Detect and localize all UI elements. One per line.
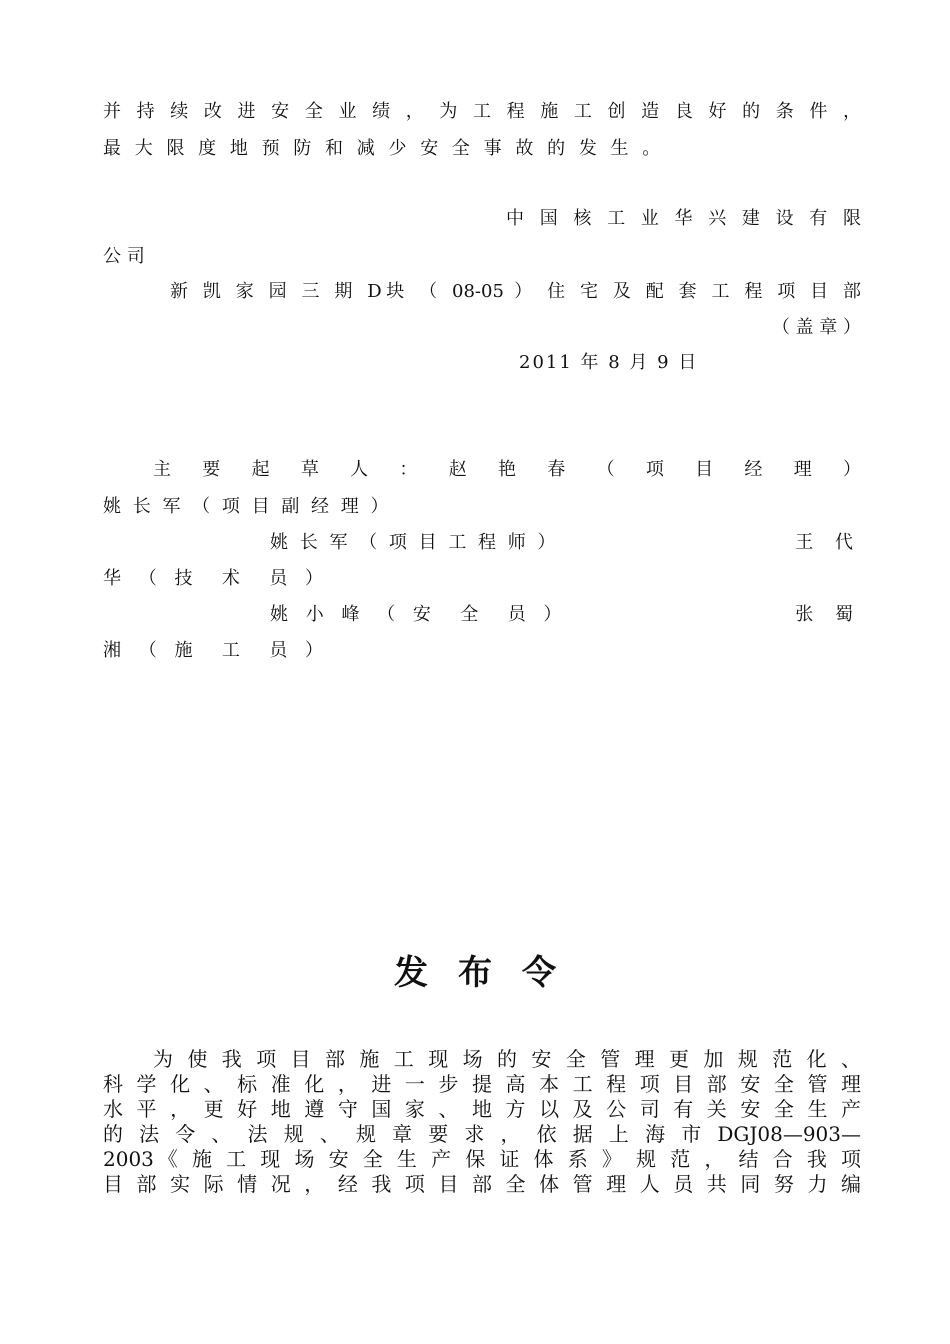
project-department: 新 凯 家 园 三 期 D块 （ 08-05 ） 住 宅 及 配 套 工 程 项 目 部 [170,281,861,302]
drafter-line: 主 要 起 草 人 ： 赵 艳 春 （ 项 目 经 理 ） [153,459,861,480]
drafter-line: 王 代 [795,532,861,553]
section-paragraph-line: 为 使 我 项 目 部 施 工 现 场 的 安 全 管 理 更 加 规 范 化 、 [153,1047,861,1071]
paragraph-line: 最 大 限 度 地 预 防 和 减 少 安 全 事 故 的 发 生 。 [103,138,665,159]
drafter-line: 湘 （ 施 工 员 ） [103,640,330,661]
drafter-line: 张 蜀 [795,604,861,625]
date: 2011 年 8 月 9 日 [519,352,699,373]
section-title: 发布令 [394,953,586,993]
section-paragraph-line: 水 平 ， 更 好 地 遵 守 国 家 、 地 方 以 及 公 司 有 关 安 全 生 产 [103,1097,861,1121]
drafter-line: 姚 小 峰 （ 安 全 员 ） [270,604,568,625]
drafter-line: 姚 长 军 （ 项 目 工 程 师 ） [270,532,559,553]
seal-note: （ 盖 章 ） [771,317,861,338]
paragraph-line: 并 持 续 改 进 安 全 业 绩 ， 为 工 程 施 工 创 造 良 好 的 条 件 ， [103,101,861,122]
drafter-line: 姚 长 军 （ 项 目 副 经 理 ） [103,496,392,517]
section-paragraph-line: 的 法 令 、 法 规 、 规 章 要 求 ， 依 据 上 海 市 DGJ08—903— [103,1122,861,1146]
company-name-cont: 公 司 [103,246,145,267]
company-name: 中 国 核 工 业 华 兴 建 设 有 限 [506,208,861,229]
section-paragraph-line: 2003《 施 工 现 场 安 全 生 产 保 证 体 系 》 规 范 ， 结 合 我 项 [103,1147,861,1171]
drafter-line: 华 （ 技 术 员 ） [103,568,330,589]
section-paragraph-line: 科 学 化 、 标 准 化 ， 进 一 步 提 高 本 工 程 项 目 部 安 全 管 理 [103,1072,861,1096]
section-paragraph-line: 目 部 实 际 情 况 ， 经 我 项 目 部 全 体 管 理 人 员 共 同 努 力 编 [103,1172,861,1196]
